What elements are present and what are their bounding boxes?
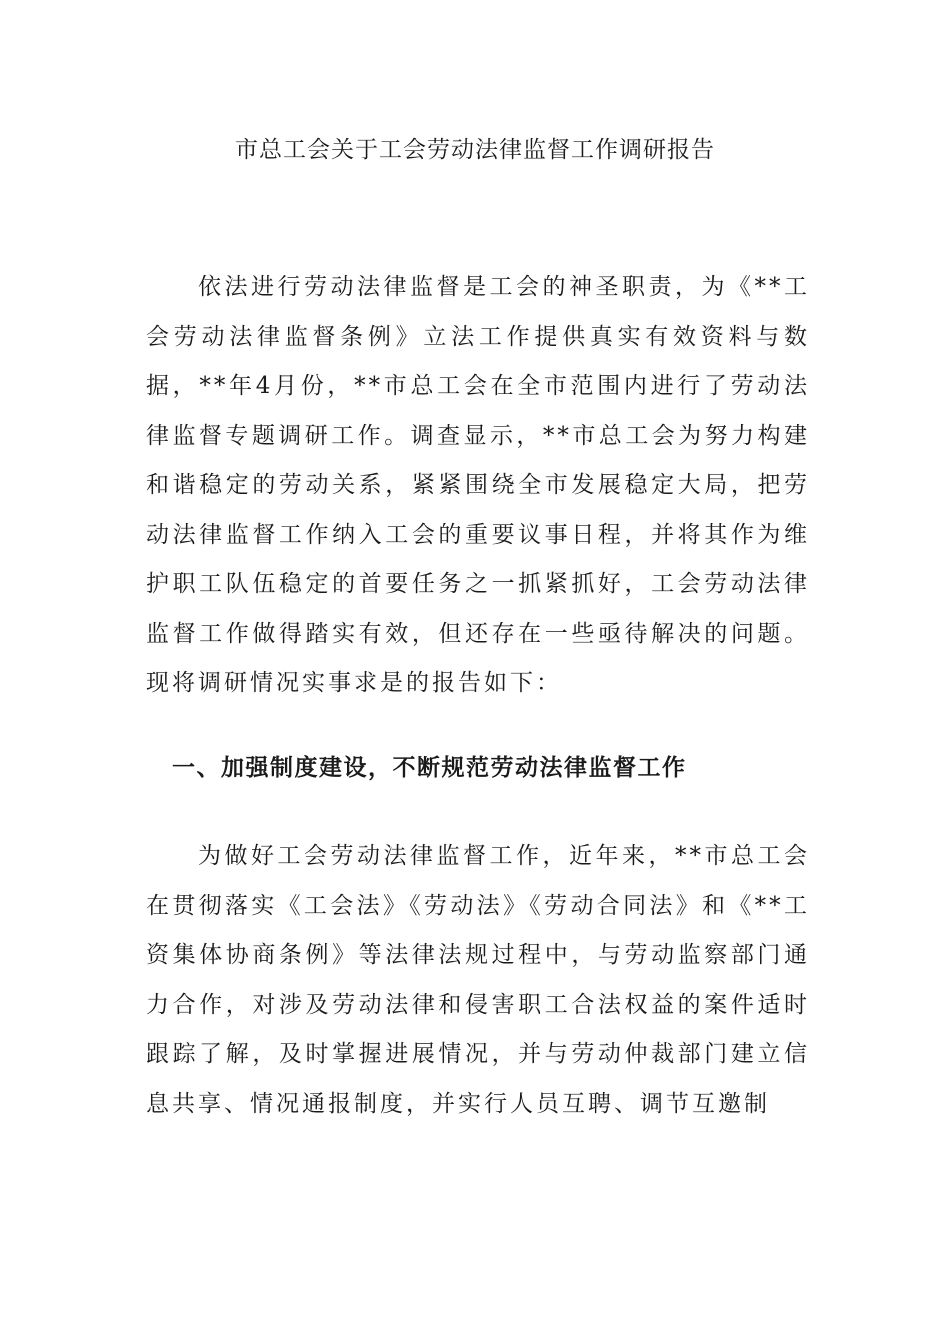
- intro-paragraph: 依法进行劳动法律监督是工会的神圣职责，为《**工会劳动法律监督条例》立法工作提供真实有效资料与数据，**年4月份，**市总工会在全市范围内进行了劳动法律监督专题调研工作。调查显示，**市总工会为努力构建和谐稳定的劳动关系，紧紧围绕全市发展稳定大局，把劳动法律监督工作纳入工会的重要议事日程，并将其作为维护职工队伍稳定的首要任务之一抓紧抓好，工会劳动法律监督工作做得踏实有效，但还存在一些亟待解决的问题。现将调研情况实事求是的报告如下：: [146, 274, 810, 696]
- section-1-paragraph: 为做好工会劳动法律监督工作，近年来，**市总工会在贯彻落实《工会法》《劳动法》《劳动合同法》和《**工资集体协商条例》等法律法规过程中，与劳动监察部门通力合作，对涉及劳动法律和侵害职工合法权益的案件适时跟踪了解，及时掌握进展情况，并与劳动仲裁部门建立信息共享、情况通报制度，并实行人员互聘、调节互邀制: [146, 843, 810, 1117]
- document-title: 市总工会关于工会劳动法律监督工作调研报告: [235, 137, 715, 163]
- section-1-heading: 一、加强制度建设，不断规范劳动法律监督工作: [172, 754, 687, 781]
